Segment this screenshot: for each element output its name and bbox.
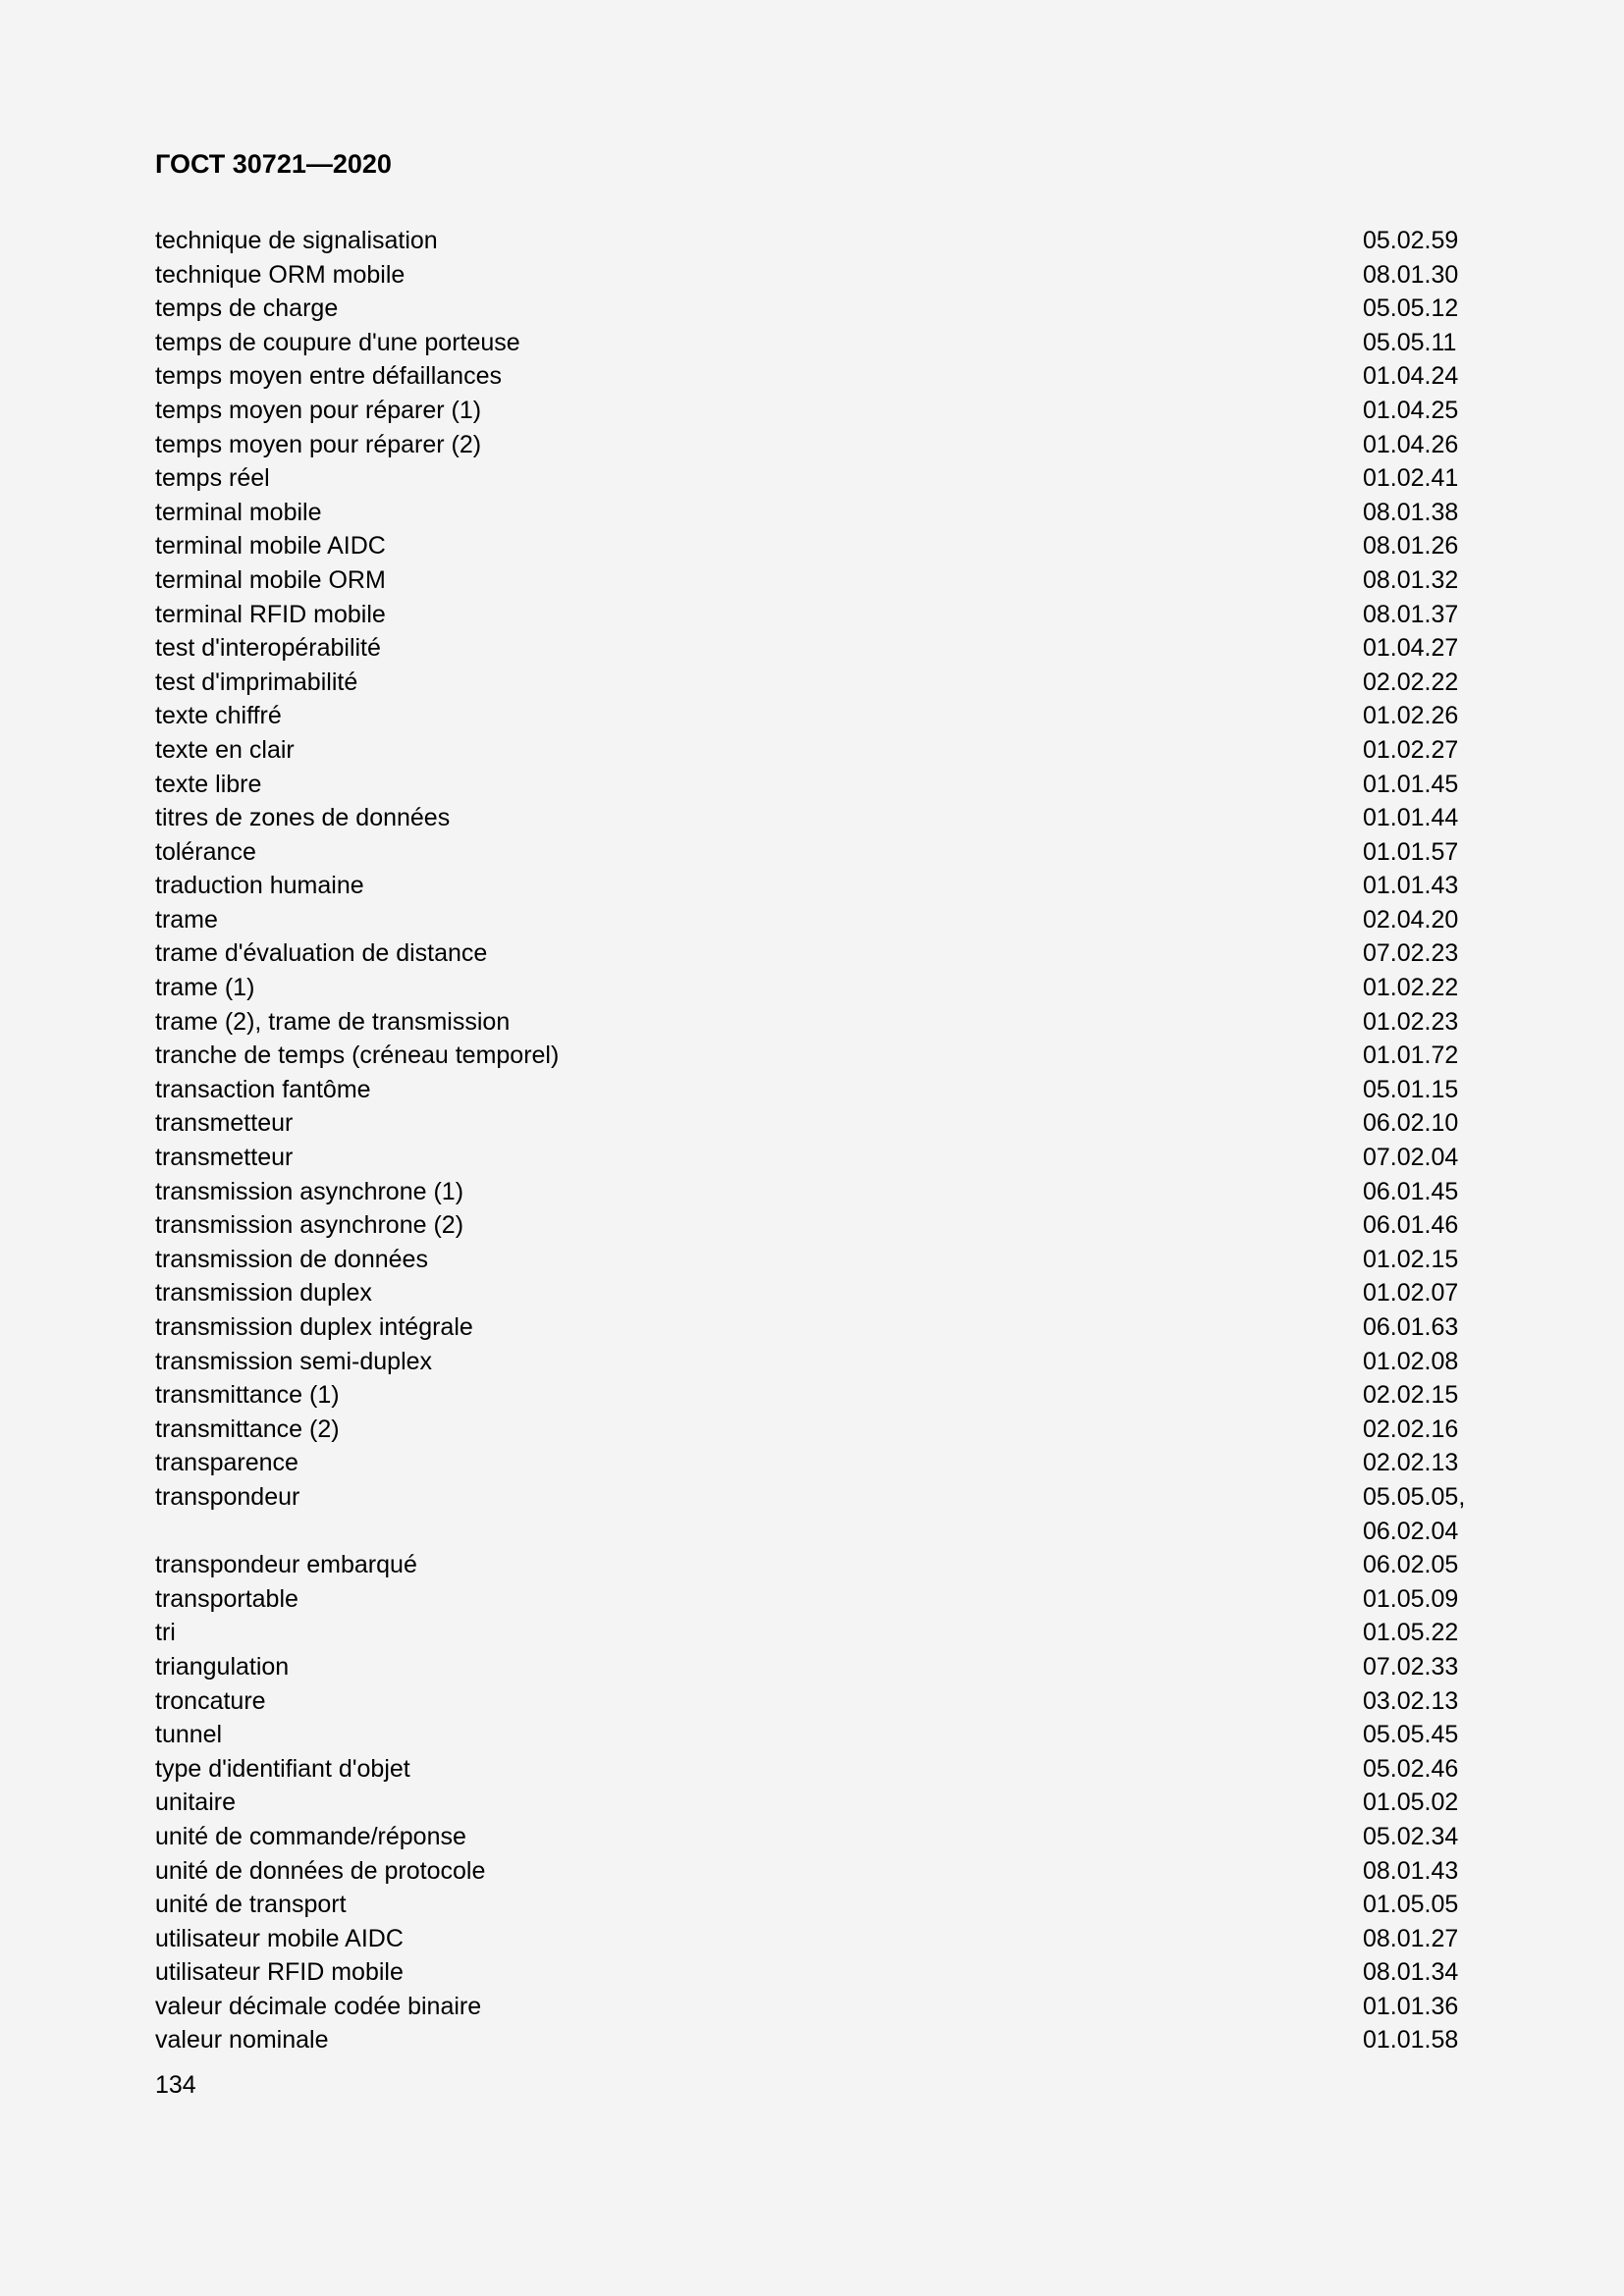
index-entry [155,1005,1471,1040]
index-code: 08.01.38 [1363,498,1459,526]
index-term: type d'identifiant d'objet [155,1754,410,1783]
index-term: transparence [155,1449,298,1477]
index-code: 08.01.32 [1363,565,1459,594]
index-term: titres de zones de données [155,804,451,832]
index-term: transmittance (1) [155,1381,340,1410]
index-term: transmission asynchrone (2) [155,1211,464,1240]
index-entry [155,1990,1471,2024]
index-term: transpondeur embarqué [155,1551,417,1579]
index-codes [1363,461,1471,496]
index-term: utilisateur RFID mobile [155,1958,404,1987]
index-term: transmission semi-duplex [155,1347,433,1375]
index-entry [155,903,1471,937]
index-term: unité de commande/réponse [155,1822,466,1850]
index-code: 01.05.05 [1363,1891,1459,1919]
index-entry [155,598,1471,632]
index-codes [1363,1650,1471,1684]
index-codes [1363,631,1471,666]
index-entry [155,1752,1471,1787]
index-entry [155,258,1471,293]
index-entry [155,1039,1471,1073]
index-codes [1363,869,1471,903]
index-term: terminal RFID mobile [155,600,386,628]
index-codes [1363,598,1471,632]
index-term: unitaire [155,1789,236,1817]
index-term: temps moyen pour réparer (2) [155,430,482,458]
index-codes [1363,529,1471,563]
index-code: 01.02.27 [1363,735,1459,764]
index-codes [1363,1243,1471,1277]
index-term: temps réel [155,464,270,493]
index-entry [155,835,1471,870]
index-code: 06.01.45 [1363,1177,1459,1205]
term-index-list [155,224,1471,2057]
index-codes [1363,1684,1471,1719]
index-codes [1363,1378,1471,1413]
index-term: texte libre [155,770,262,798]
index-entry [155,1073,1471,1107]
index-term: trame (1) [155,974,255,1002]
index-term: technique de signalisation [155,227,438,254]
index-term: transaction fantôme [155,1075,371,1103]
index-entry [155,224,1471,258]
index-code: 06.02.10 [1363,1109,1459,1138]
index-term: terminal mobile ORM [155,565,386,594]
index-term: transmetteur [155,1109,294,1138]
index-entry [155,1854,1471,1889]
index-codes [1363,563,1471,598]
index-codes [1363,1073,1471,1107]
index-term: triangulation [155,1652,290,1681]
index-codes [1363,1106,1471,1141]
index-code: 01.02.23 [1363,1007,1459,1036]
index-code: 01.04.27 [1363,634,1459,663]
index-term: valeur décimale codée binaire [155,1992,482,2020]
index-term: transmission duplex [155,1279,372,1308]
index-term: terminal mobile AIDC [155,532,386,561]
index-entry [155,1141,1471,1175]
index-codes [1363,699,1471,733]
index-code: 05.01.15 [1363,1075,1459,1103]
index-codes [1363,1582,1471,1617]
index-codes [1363,1208,1471,1243]
index-code: 01.02.15 [1363,1245,1459,1273]
index-code: 03.02.13 [1363,1686,1459,1715]
index-entry [155,2023,1471,2057]
index-term: transmission duplex intégrale [155,1313,473,1341]
index-codes [1363,1616,1471,1650]
index-entry [155,359,1471,394]
index-code: 01.04.25 [1363,396,1459,424]
index-term: technique ORM mobile [155,260,406,289]
index-term: troncature [155,1686,266,1715]
index-codes [1363,1005,1471,1040]
index-code: 01.05.09 [1363,1584,1459,1613]
index-code: 05.02.46 [1363,1754,1459,1783]
index-term: temps moyen entre défaillances [155,362,502,391]
index-code: 02.02.15 [1363,1381,1459,1410]
index-codes [1363,1548,1471,1582]
index-codes [1363,258,1471,293]
index-codes [1363,1480,1471,1548]
index-codes [1363,1039,1471,1073]
index-codes [1363,359,1471,394]
page-number: 134 [155,2071,196,2099]
index-code: 06.02.05 [1363,1551,1459,1579]
index-code: 01.02.41 [1363,464,1459,493]
index-entry [155,1650,1471,1684]
index-code: 08.01.26 [1363,532,1459,561]
index-term: utilisateur mobile AIDC [155,1924,404,1952]
index-term: tolérance [155,837,256,866]
index-code: 08.01.37 [1363,600,1459,628]
index-code: 01.01.57 [1363,837,1459,866]
index-codes [1363,224,1471,258]
index-code: 01.01.43 [1363,872,1459,900]
index-codes [1363,768,1471,802]
index-codes [1363,1786,1471,1820]
index-codes [1363,1413,1471,1447]
index-entry [155,869,1471,903]
index-code: 02.02.16 [1363,1415,1459,1443]
index-code: 07.02.04 [1363,1144,1459,1172]
index-code: 05.05.45 [1363,1721,1459,1749]
index-code: 01.01.72 [1363,1041,1459,1070]
index-entry [155,971,1471,1005]
index-entry [155,428,1471,462]
index-code: 01.02.22 [1363,974,1459,1002]
index-term: texte chiffré [155,702,282,730]
index-term: transmission asynchrone (1) [155,1177,464,1205]
index-codes [1363,1854,1471,1889]
index-code: 01.01.45 [1363,770,1459,798]
index-codes [1363,326,1471,360]
index-codes [1363,1752,1471,1787]
index-codes [1363,1141,1471,1175]
index-entry [155,1106,1471,1141]
index-code: 01.01.36 [1363,1992,1459,2020]
index-term: tri [155,1619,176,1647]
index-code: 01.04.26 [1363,430,1459,458]
index-term: temps moyen pour réparer (1) [155,396,482,424]
index-code: 05.05.05, [1363,1482,1466,1511]
index-code: 05.05.11 [1363,328,1457,356]
index-term: transmission de données [155,1245,428,1273]
index-entry [155,1446,1471,1480]
index-code: 07.02.33 [1363,1652,1459,1681]
index-entry [155,936,1471,971]
index-codes [1363,496,1471,530]
index-entry [155,699,1471,733]
index-entry [155,1888,1471,1922]
index-term: unité de transport [155,1891,347,1919]
index-code: 05.02.59 [1363,227,1459,254]
index-entry [155,1922,1471,1956]
index-codes [1363,1955,1471,1990]
index-term: valeur nominale [155,2026,329,2055]
document-header: ГОСТ 30721—2020 [155,149,392,179]
index-entry [155,1175,1471,1209]
index-term: unité de données de protocole [155,1856,486,1885]
index-term: transpondeur [155,1482,300,1511]
index-term: traduction humaine [155,872,364,900]
index-entry [155,1718,1471,1752]
index-codes [1363,1175,1471,1209]
index-codes [1363,1718,1471,1752]
index-entry [155,1582,1471,1617]
index-codes [1363,2023,1471,2057]
index-term: trame [155,905,218,934]
index-entry [155,563,1471,598]
index-term: transmetteur [155,1144,294,1172]
index-term: tunnel [155,1721,223,1749]
index-entry [155,666,1471,700]
index-entry [155,733,1471,768]
index-entry [155,1684,1471,1719]
index-code: 01.02.07 [1363,1279,1459,1308]
index-codes [1363,1990,1471,2024]
index-codes [1363,394,1471,428]
index-term: trame d'évaluation de distance [155,939,488,968]
index-entry [155,326,1471,360]
index-codes [1363,1888,1471,1922]
index-codes [1363,1345,1471,1379]
index-code: 05.05.12 [1363,294,1459,323]
index-code: 08.01.34 [1363,1958,1459,1987]
index-code: 01.01.58 [1363,2026,1459,2055]
index-code: 08.01.43 [1363,1856,1459,1885]
index-code: 01.02.26 [1363,702,1459,730]
index-code: 07.02.23 [1363,939,1459,968]
index-term: temps de coupure d'une porteuse [155,328,520,356]
index-codes [1363,1922,1471,1956]
index-term: trame (2), trame de transmission [155,1007,511,1036]
index-codes [1363,936,1471,971]
index-entry [155,1548,1471,1582]
index-codes [1363,1276,1471,1310]
index-codes [1363,903,1471,937]
index-entry [155,1208,1471,1243]
index-entry [155,1786,1471,1820]
index-code: 06.01.63 [1363,1313,1459,1341]
index-entry [155,1378,1471,1413]
index-code: 01.05.22 [1363,1619,1459,1647]
index-entry [155,1243,1471,1277]
index-code: 06.01.46 [1363,1211,1459,1240]
index-codes [1363,1820,1471,1854]
index-codes [1363,1446,1471,1480]
index-entry [155,1345,1471,1379]
index-entry [155,1480,1471,1548]
index-entry [155,529,1471,563]
index-entry [155,461,1471,496]
index-code: 05.02.34 [1363,1822,1459,1850]
index-entry [155,1276,1471,1310]
index-codes [1363,733,1471,768]
index-entry [155,768,1471,802]
index-term: terminal mobile [155,498,322,526]
index-code: 01.05.02 [1363,1789,1459,1817]
index-codes [1363,835,1471,870]
index-term: transmittance (2) [155,1415,340,1443]
index-code: 08.01.30 [1363,260,1459,289]
index-term: test d'imprimabilité [155,667,358,696]
index-codes [1363,428,1471,462]
index-code: 08.01.27 [1363,1924,1459,1952]
index-term: transportable [155,1584,298,1613]
index-term: tranche de temps (créneau temporel) [155,1041,560,1070]
index-term: texte en clair [155,735,295,764]
index-entry [155,292,1471,326]
index-entry [155,801,1471,835]
index-entry [155,1616,1471,1650]
index-codes [1363,292,1471,326]
index-term: test d'interopérabilité [155,634,381,663]
index-codes [1363,1310,1471,1345]
index-term: temps de charge [155,294,339,323]
index-code: 02.02.22 [1363,667,1459,696]
index-entry [155,631,1471,666]
index-code: 01.02.08 [1363,1347,1459,1375]
index-entry [155,1413,1471,1447]
index-codes [1363,666,1471,700]
index-codes [1363,971,1471,1005]
index-codes [1363,801,1471,835]
index-entry [155,496,1471,530]
index-entry [155,1955,1471,1990]
index-code: 02.02.13 [1363,1449,1459,1477]
index-entry [155,1820,1471,1854]
index-code: 01.04.24 [1363,362,1459,391]
index-entry [155,394,1471,428]
index-code: 06.02.04 [1363,1517,1459,1545]
index-code: 01.01.44 [1363,804,1459,832]
index-entry [155,1310,1471,1345]
index-code: 02.04.20 [1363,905,1459,934]
